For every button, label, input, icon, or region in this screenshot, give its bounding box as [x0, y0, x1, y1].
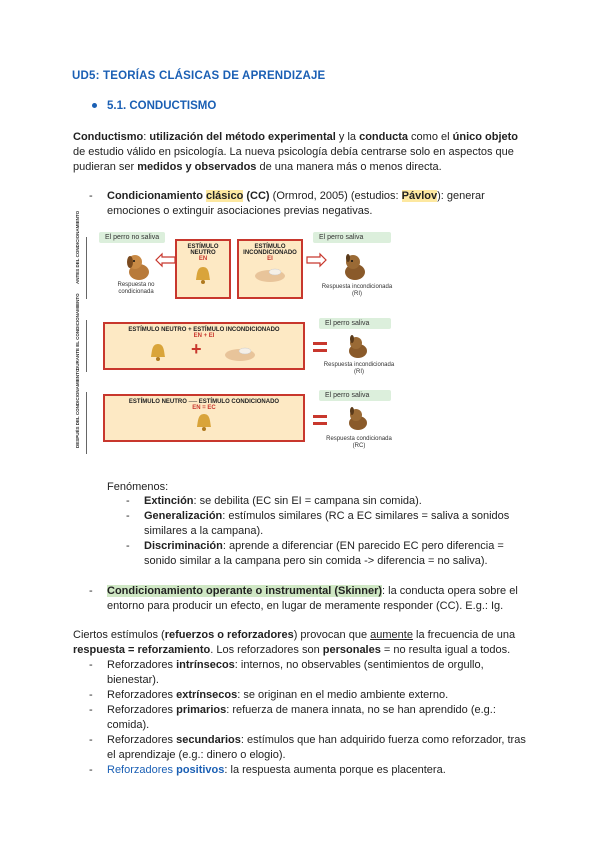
term: Generalización: [144, 510, 223, 522]
text: Ciertos estímulos (: [73, 629, 165, 641]
text: y la: [335, 131, 360, 143]
box-en-ec: [103, 394, 305, 442]
caption-resp-rc: Respuesta condicionada (RC): [326, 436, 392, 449]
list-item: - Discriminación: aprende a diferenciar (EN parecido EC pero diferencia = sonido similar a la campana pero sin comida -> diferencia = no saliva).: [126, 540, 504, 567]
text: (Ormrod, 2005) (estudios:: [269, 190, 402, 202]
term-clasico: clásico: [206, 190, 244, 202]
page-title: UD5: TEORÍAS CLÁSICAS DE APRENDIZAJE: [72, 70, 326, 82]
bell-icon: [147, 341, 169, 363]
label-saliva-1: El perro saliva: [313, 232, 391, 243]
text: : estímulos similares (RC a EC similares = saliva a sonidos similares a la campana).: [144, 510, 510, 537]
equals-icon: [313, 415, 327, 418]
row2-icons: [105, 339, 303, 365]
pavlov-figure: [73, 210, 395, 462]
co-item: [89, 584, 527, 614]
text: . Los reforzadores son: [210, 644, 323, 656]
section-heading-text: 5.1. CONDUCTISMO: [107, 100, 217, 112]
term-pavlov: Pávlov: [401, 190, 438, 202]
fenomenos-label: Fenómenos:: [107, 481, 169, 493]
dash: -: [89, 190, 93, 202]
term-reforzamiento: respuesta = reforzamiento: [73, 644, 211, 656]
box-en-ei-code: EN + EI: [193, 333, 215, 339]
text: : se debilita (EC sin EI = campana sin comida).: [193, 495, 422, 507]
caption-resp-no: Respuesta no condicionada: [117, 282, 155, 295]
term: Discriminación: [144, 540, 223, 552]
text: : aprende a diferenciar (EN parecido EC pero diferencia = sonido similar a la campana pero sin comida -> diferencia = no saliva).: [144, 540, 504, 567]
bracket: [86, 392, 87, 454]
box-en-ei-title: ESTÍMULO NEUTRO + ESTÍMULO INCONDICIONADO: [128, 327, 280, 333]
label-saliva-3: El perro saliva: [319, 390, 391, 401]
arrow-right-icon: [305, 252, 327, 268]
dash: -: [89, 585, 93, 597]
list-item: - Reforzadores primarios: refuerza de manera innata, no se han aprendido (e.g.: comida).: [89, 704, 496, 731]
box-ei-title: ESTÍMULO INCONDICIONADO: [243, 244, 297, 256]
equals-icon: [313, 342, 327, 345]
text: de estudio válido en psicología. La nueva psicología debía centrarse solo en aspectos que pudieran ser: [73, 146, 514, 173]
list-item: - Reforzadores positivos: la respuesta aumenta porque es placentera.: [89, 764, 446, 776]
text: de una manera más o menos directa.: [256, 161, 442, 173]
food-icon: [223, 343, 257, 363]
text: como el: [407, 131, 453, 143]
text: :: [143, 131, 150, 143]
bullet-icon: [92, 103, 97, 108]
list-item: - Reforzadores intrínsecos: internos, no observables (sentimientos de orgullo, bienestar).: [89, 659, 484, 686]
term-conducta: conducta: [359, 131, 408, 143]
term-conductismo: Conductismo: [73, 131, 144, 143]
box-en-ec-title: ESTÍMULO NEUTRO ── ESTÍMULO CONDICIONADO: [128, 399, 280, 405]
label-saliva-2: El perro saliva: [319, 318, 391, 329]
box-en-code: EN: [198, 256, 208, 262]
plus-icon: +: [191, 339, 202, 359]
food-icon: [253, 264, 287, 284]
box-en-title: ESTÍMULO NEUTRO: [187, 244, 219, 256]
section-heading: [92, 100, 216, 112]
list-item: - Extinción: se debilita (EC sin EI = campana sin comida).: [126, 495, 422, 507]
term-objeto: único objeto: [452, 131, 519, 143]
caption-resp-ri-2: Respuesta incondicionada (RI): [323, 362, 395, 375]
row-label-despues: DESPUÉS DEL CONDICIONAMIENTO: [75, 368, 80, 448]
list-item: - Generalización: estímulos similares (RC a EC similares = saliva a sonidos similares a la campana).: [126, 510, 510, 537]
box-en: [175, 239, 231, 299]
text: la frecuencia de una: [412, 629, 516, 641]
equals-icon: [313, 349, 327, 352]
row-label-antes: ANTES DEL CONDICIONAMIENTO: [75, 210, 80, 284]
term-cc: Condicionamiento: [107, 190, 206, 202]
row-label-durante: DURANTE EL CONDICIONAMIENTO: [75, 293, 80, 370]
equals-icon: [313, 422, 327, 425]
list-item: - Reforzadores secundarios: estímulos que han adquirido fuerza como reforzador, tras el aprendizaje (e.g.: dinero o elogio).: [89, 734, 526, 761]
box-en-ei: [103, 322, 305, 370]
label-no-saliva: El perro no saliva: [99, 232, 165, 243]
term-refuerzos: refuerzos o reforzadores: [164, 629, 294, 641]
dog-icon: [341, 252, 369, 282]
intro-paragraph: [73, 130, 533, 175]
reforzadores-list: [89, 658, 527, 778]
bell-icon: [192, 264, 214, 286]
text: ) provocan que: [293, 629, 371, 641]
term-cc-abbr: (CC): [243, 190, 270, 202]
ref-paragraph: [73, 628, 533, 658]
term: Extinción: [144, 495, 194, 507]
term-personales: personales: [322, 644, 381, 656]
text: ): generar emociones o extinguir asociaciones previas negativas.: [107, 190, 485, 217]
list-item: - Reforzadores extrínsecos: se originan en el medio ambiente externo.: [89, 689, 449, 701]
term-operante: Condicionamiento operante o instrumental (Skinner): [107, 585, 383, 597]
arrow-left-icon: [155, 252, 177, 268]
bracket: [86, 237, 87, 299]
term-metodo: utilización del método experimental: [149, 131, 336, 143]
dog-icon: [125, 252, 153, 282]
fenomenos-list: [126, 494, 529, 569]
text: = no resulta igual a todos.: [380, 644, 511, 656]
dog-icon: [345, 334, 371, 360]
cc-item: [89, 189, 527, 219]
box-ei: [237, 239, 303, 299]
bell-icon: [193, 411, 215, 433]
dog-icon: [345, 406, 371, 432]
caption-resp-ri-1: Respuesta incondicionada (RI): [321, 284, 393, 297]
bracket: [86, 320, 87, 372]
box-en-ec-code: EN = EC: [192, 405, 216, 411]
box-ei-code: EI: [267, 256, 273, 262]
term-aumente: aumente: [370, 629, 413, 641]
term-medidos: medidos y observados: [137, 161, 257, 173]
text: : la conducta opera sobre el entorno para producir un efecto, en lugar de meramente responder (CC). E.g.: Ig.: [107, 585, 518, 612]
